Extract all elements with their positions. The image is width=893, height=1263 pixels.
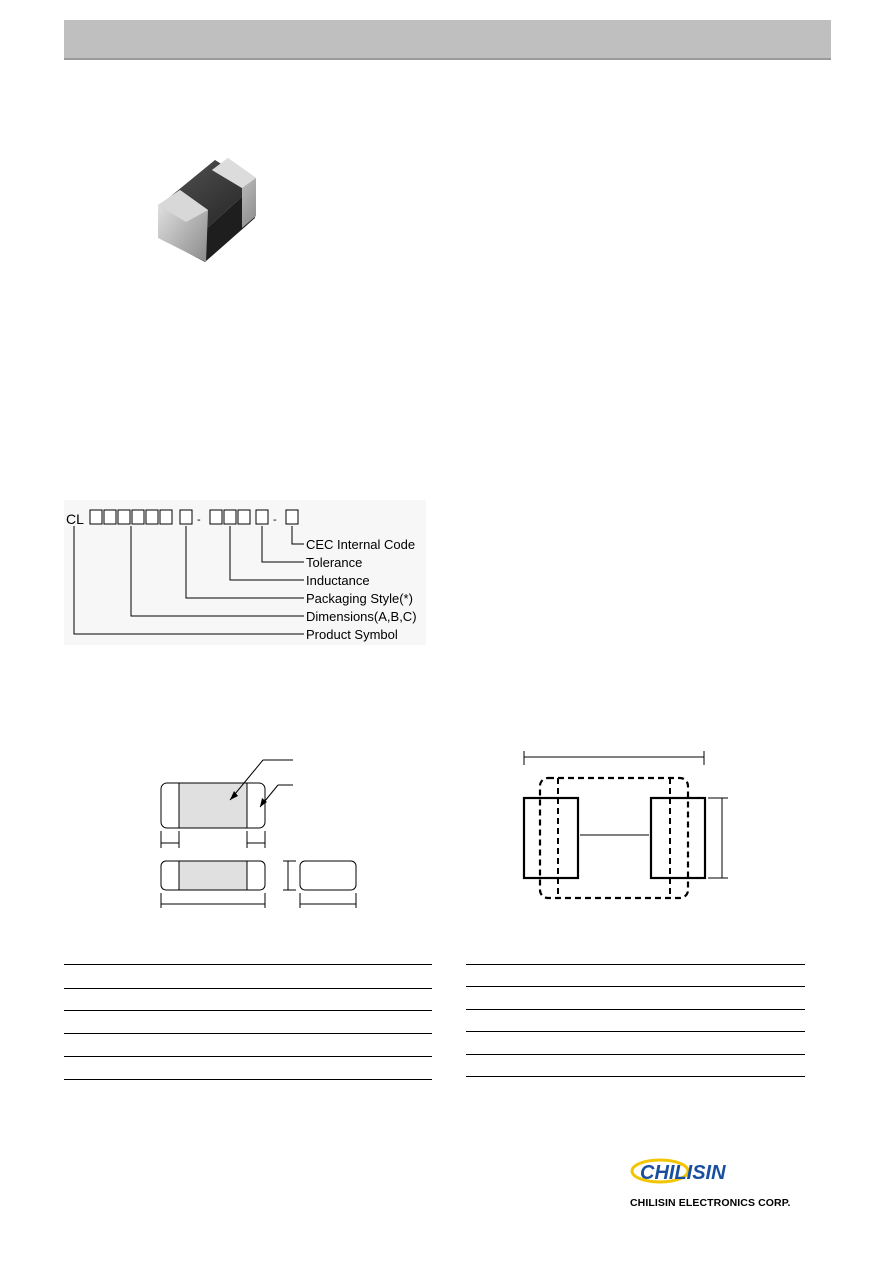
table-rule: [466, 1031, 805, 1032]
label-inductance: Inductance: [306, 573, 370, 588]
label-product-symbol: Product Symbol: [306, 627, 398, 642]
chilisin-logo-mark: [630, 1155, 750, 1187]
table-rule: [466, 964, 805, 965]
company-logo: [626, 1155, 826, 1215]
table-rule: [64, 988, 432, 989]
chip-inductor-photo: [150, 150, 265, 270]
header-bar: [64, 20, 831, 60]
land-pattern-drawing: [500, 745, 740, 910]
table-rule: [64, 1079, 432, 1080]
dimension-drawing: [150, 745, 370, 920]
table-rule: [64, 1056, 432, 1057]
table-rule: [64, 1010, 432, 1011]
company-name: CHILISIN ELECTRONICS CORP.: [630, 1197, 791, 1209]
table-rule: [466, 986, 805, 987]
table-rule: [64, 964, 432, 965]
part-prefix: CL: [66, 511, 84, 527]
label-tolerance: Tolerance: [306, 555, 363, 570]
part-number-diagram: [64, 500, 426, 645]
table-rule: [466, 1054, 805, 1055]
label-dimensions: Dimensions(A,B,C): [306, 609, 417, 624]
table-rule: [64, 1033, 432, 1034]
table-rule: [466, 1076, 805, 1077]
dash-1: -: [197, 514, 201, 526]
label-packaging-style: Packaging Style(*): [306, 591, 413, 606]
logo-wordmark: CHILISIN: [640, 1162, 726, 1184]
table-rule: [466, 1009, 805, 1010]
label-cec-internal-code: CEC Internal Code: [306, 537, 416, 552]
dash-2: -: [273, 514, 277, 526]
